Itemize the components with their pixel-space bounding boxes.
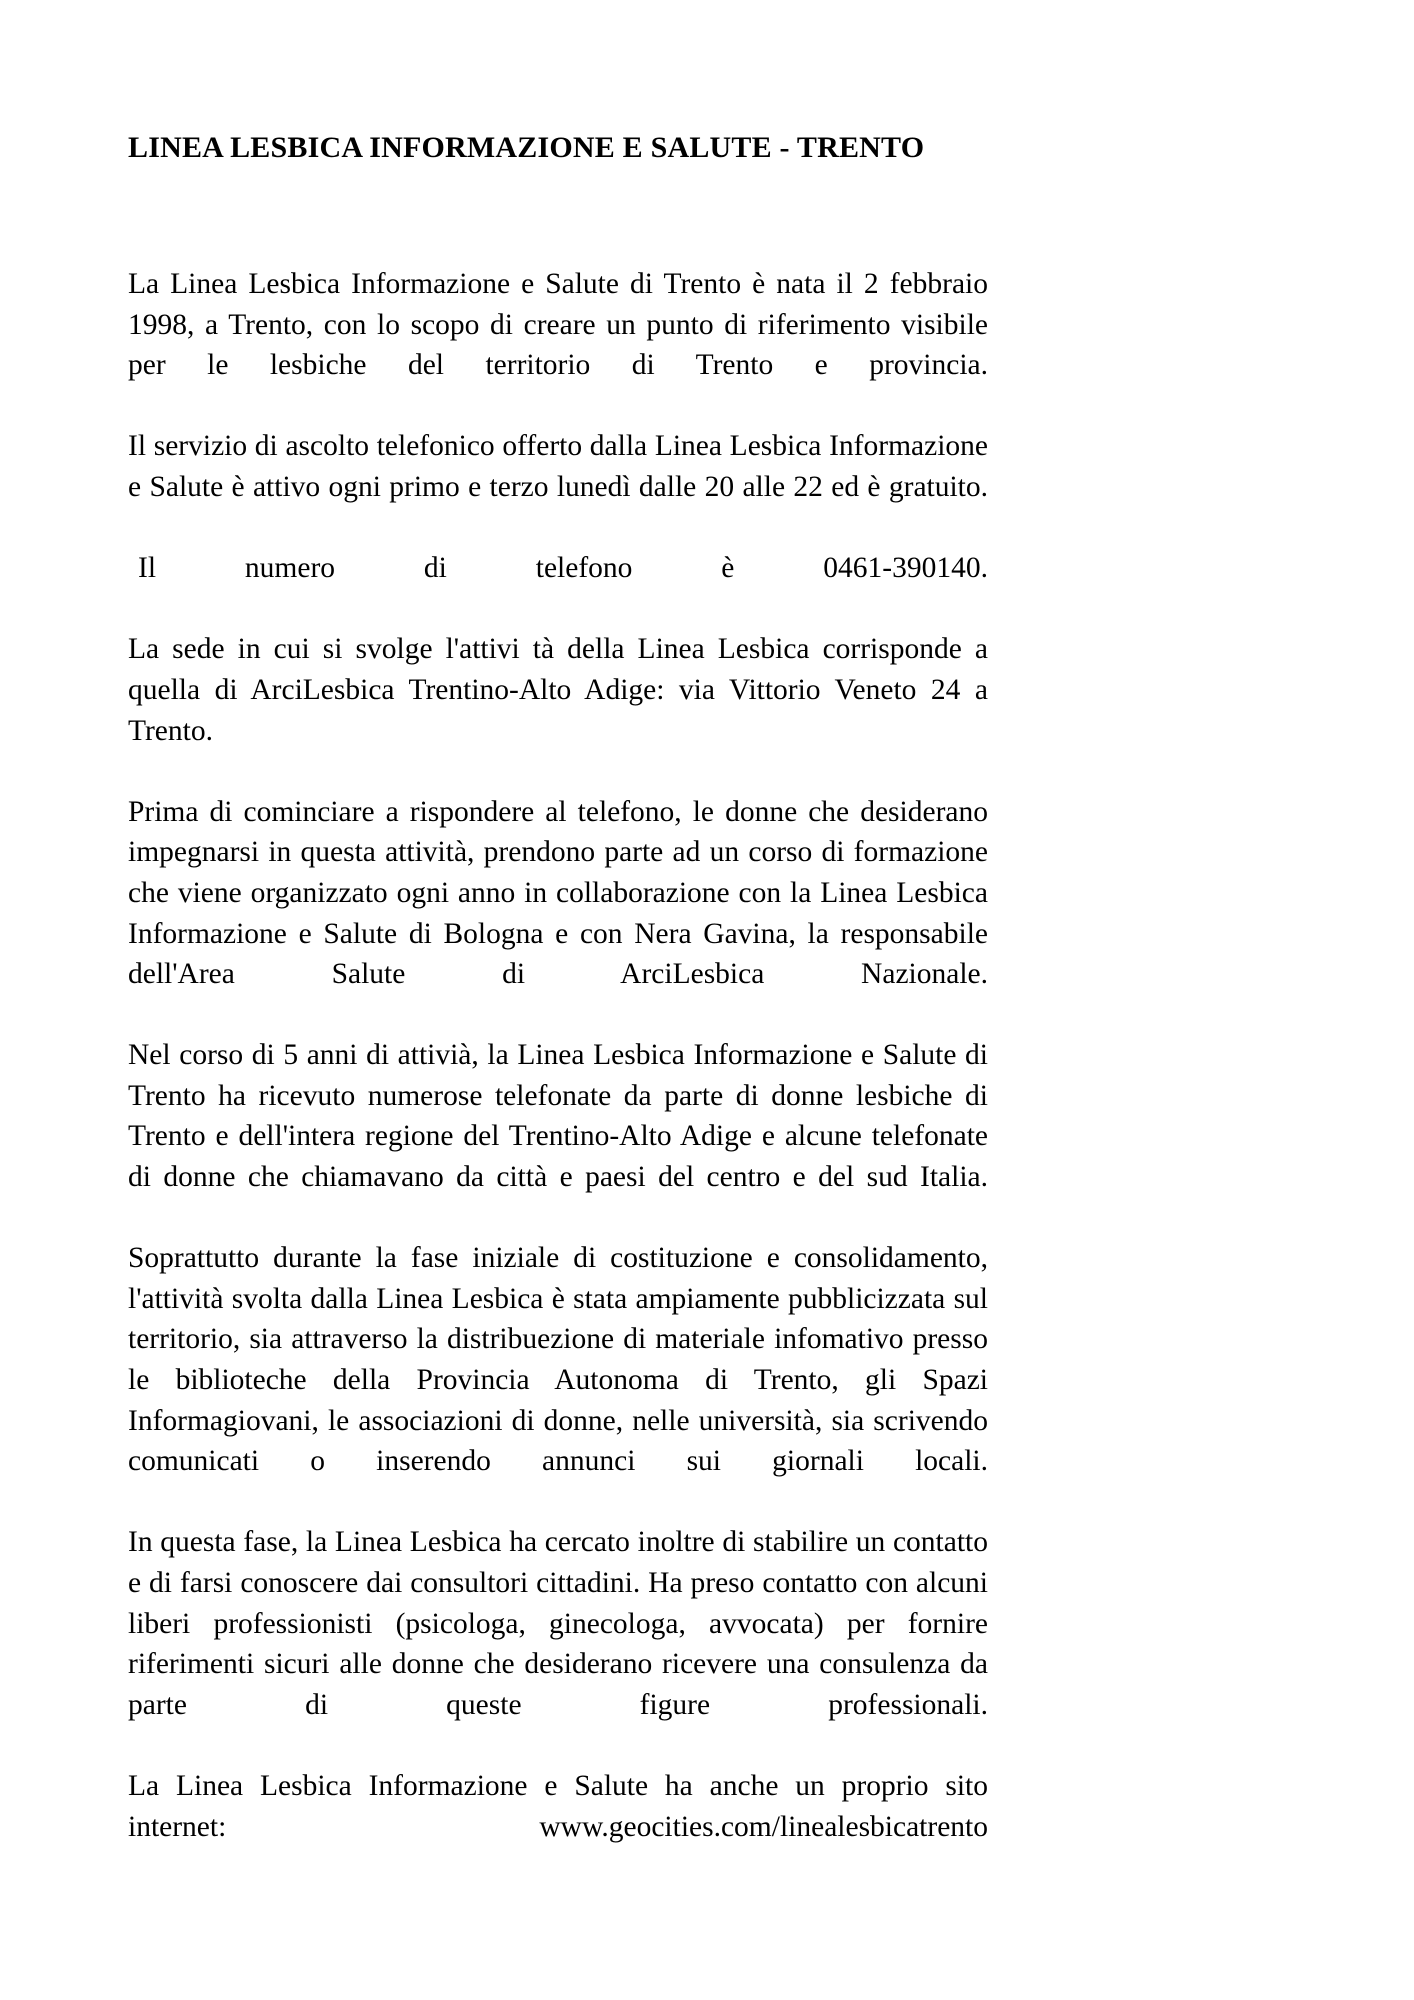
paragraph-professionals: In questa fase, la Linea Lesbica ha cercato inoltre di stabilire un contatto e di farsi conoscere dai consultori cittadini. Ha preso contatto con alcuni liberi professionisti (psicologa, ginecologa, avvocata) per fornire riferimenti sicuri alle donne che desiderano ricevere una consulenza da parte di queste figure professionali.: [128, 1526, 988, 1721]
document-content: [128, 0, 988, 1888]
paragraph-intro: La Linea Lesbica Informazione e Salute di Trento è nata il 2 febbraio 1998, a Trento, con lo scopo di creare un punto di riferimento visibile per le lesbiche del territorio di Trento e provincia.: [128, 268, 988, 382]
paragraph-phone-number: Il numero di telefono è 0461-390140.: [138, 552, 988, 585]
paragraph-publicity: Soprattutto durante la fase iniziale di costituzione e consolidamento, l'attività svolta dalla Linea Lesbica è stata ampiamente pubblicizzata sul territorio, sia attraverso la distribuezione di materiale infomativo presso le biblioteche della Provincia Autonoma di Trento, gli Spazi Informagiovani, le associazioni di donne, nelle università, sia scrivendo comunicati o inserendo annunci sui giornali locali.: [128, 1242, 988, 1478]
paragraph-calls-received: Nel corso di 5 anni di attivià, la Linea Lesbica Informazione e Salute di Trento ha ricevuto numerose telefonate da parte di donne lesbiche di Trento e dell'intera regione del Trentino-Alto Adige e alcune telefonate di donne che chiamavano da città e paesi del centro e del sud Italia.: [128, 1039, 988, 1194]
paragraph-location: La sede in cui si svolge l'attivi tà della Linea Lesbica corrisponde a quella di ArciLesbica Trentino-Alto Adige: via Vittorio Veneto 24 a Trento.: [128, 633, 988, 747]
paragraph-website: La Linea Lesbica Informazione e Salute ha anche un proprio sito internet: www.geocities.com/linealesbicatrento: [128, 1769, 988, 1843]
paragraph-service-hours: Il servizio di ascolto telefonico offerto dalla Linea Lesbica Informazione e Salute è attivo ogni primo e terzo lunedì dalle 20 alle 22 ed è gratuito.: [128, 430, 988, 503]
paragraph-training: Prima di cominciare a rispondere al telefono, le donne che desiderano impegnarsi in questa attività, prendono parte ad un corso di formazione che viene organizzato ogni anno in collaborazione con la Linea Lesbica Informazione e Salute di Bologna e con Nera Gavina, la responsabile dell'Area Salute di ArciLesbica Nazionale.: [128, 795, 988, 991]
page-title: LINEA LESBICA INFORMAZIONE E SALUTE - TRENTO: [128, 131, 925, 164]
document-body: [128, 264, 988, 1888]
